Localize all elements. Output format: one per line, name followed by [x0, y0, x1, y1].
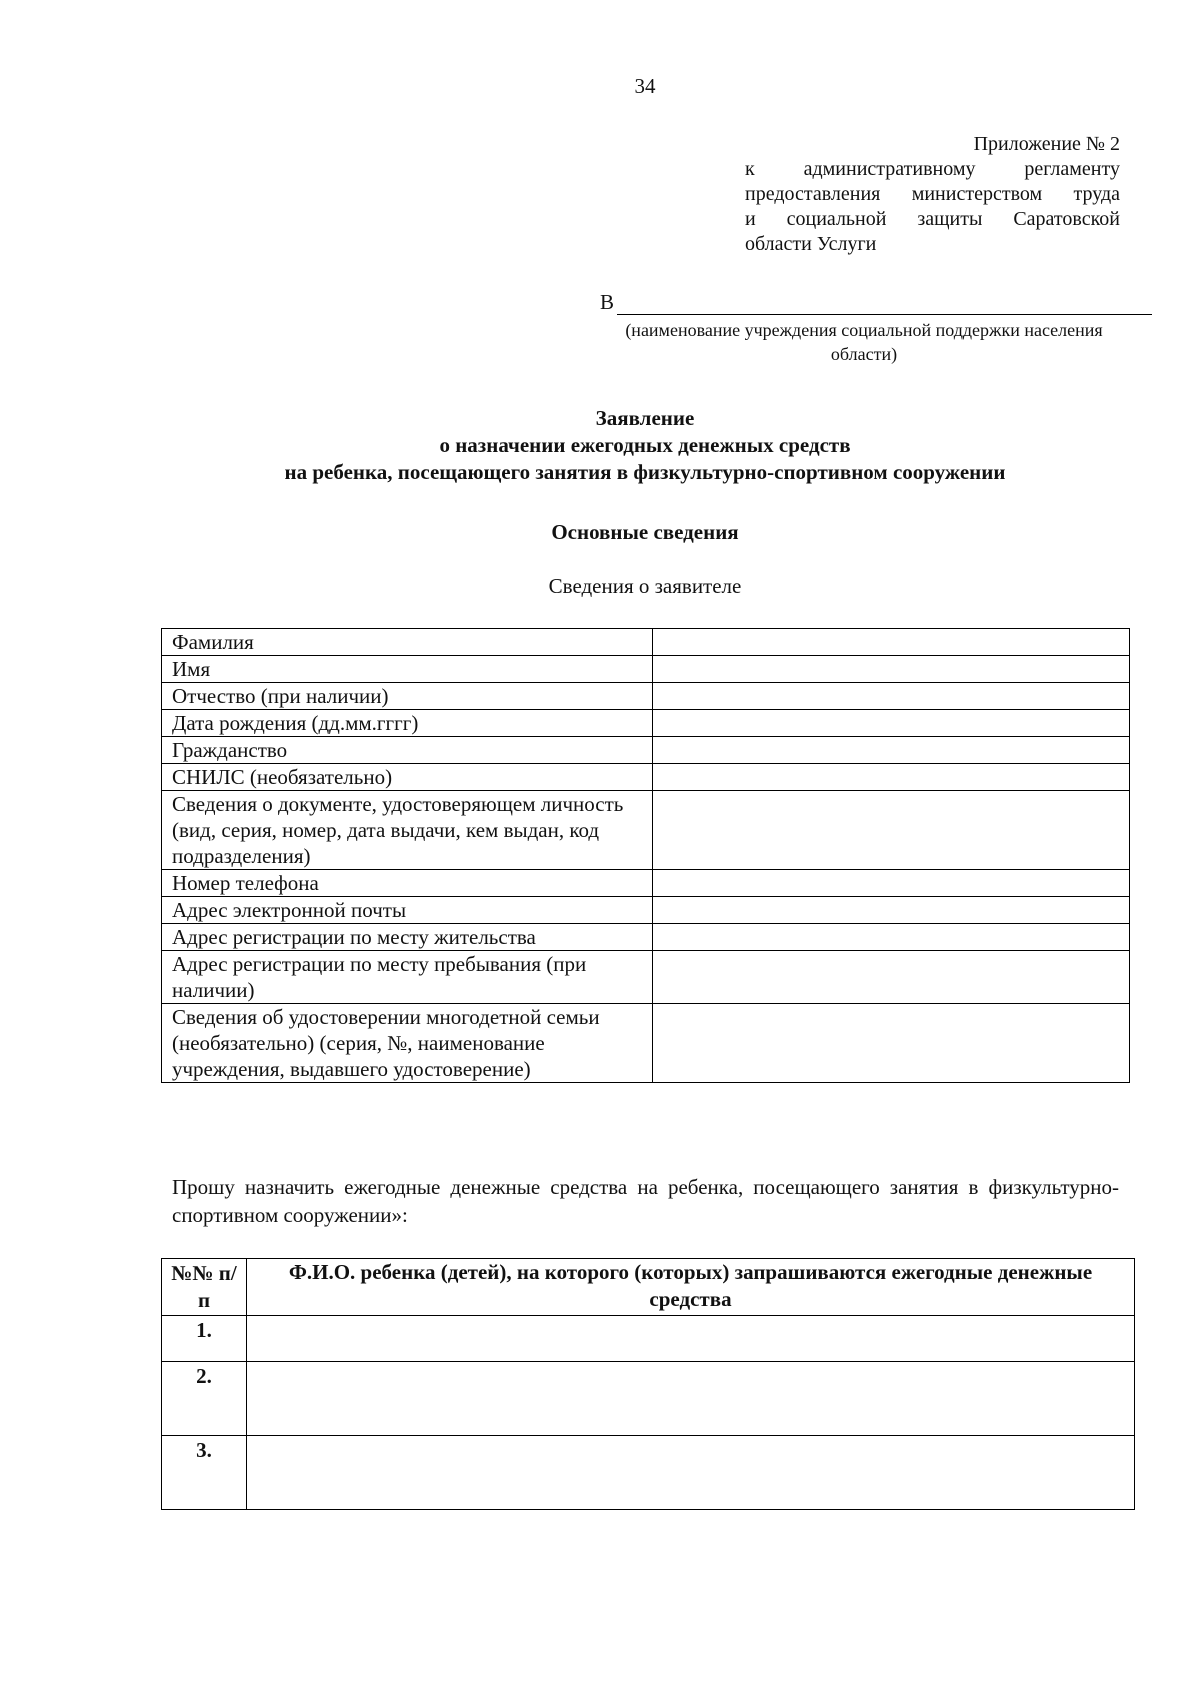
- child-name-cell[interactable]: [247, 1436, 1135, 1510]
- appendix-note: [745, 132, 1120, 257]
- table-row: [162, 737, 1130, 764]
- field-label: Адрес регистрации по месту пребывания (при наличии): [162, 951, 653, 1004]
- page-number: 34: [634, 74, 656, 98]
- title-line: Заявление: [595, 406, 695, 430]
- field-label: Сведения о документе, удостоверяющем личность (вид, серия, номер, дата выдачи, кем выдан, код подразделения): [162, 791, 653, 870]
- request-paragraph: Прошу назначить ежегодные денежные средства на ребенка, посещающего занятия в физкультурно-спортивном сооружении»:: [172, 1175, 1119, 1227]
- field-label: Имя: [162, 656, 653, 683]
- table-row: [162, 897, 1130, 924]
- applicant-table: [161, 628, 1130, 1083]
- table-row: [162, 1362, 1135, 1436]
- field-label: Адрес электронной почты: [162, 897, 653, 924]
- table-row: [162, 1004, 1130, 1083]
- field-label: Номер телефона: [162, 870, 653, 897]
- appendix-line: Приложение № 2: [973, 133, 1120, 155]
- table-header-row: [162, 1259, 1135, 1316]
- field-label: Адрес регистрации по месту жительства: [162, 924, 653, 951]
- table-row: [162, 710, 1130, 737]
- table-row: [162, 629, 1130, 656]
- field-value[interactable]: [653, 710, 1130, 737]
- child-name-cell[interactable]: [247, 1362, 1135, 1436]
- field-value[interactable]: [653, 764, 1130, 791]
- section-title: Основные сведения: [551, 520, 739, 544]
- field-value[interactable]: [653, 1004, 1130, 1083]
- field-value[interactable]: [653, 951, 1130, 1004]
- field-label: Фамилия: [162, 629, 653, 656]
- child-name-cell[interactable]: [247, 1316, 1135, 1362]
- table-row: [162, 870, 1130, 897]
- table-row: [162, 1316, 1135, 1362]
- title-line: о назначении ежегодных денежных средств: [439, 433, 851, 457]
- recipient-underline: [617, 314, 1152, 315]
- field-label: Отчество (при наличии): [162, 683, 653, 710]
- recipient-field[interactable]: [600, 290, 1152, 315]
- field-value[interactable]: [653, 629, 1130, 656]
- appendix-line: области Услуги: [745, 233, 877, 255]
- table-row: [162, 683, 1130, 710]
- field-label: Дата рождения (дд.мм.гггг): [162, 710, 653, 737]
- field-label: Гражданство: [162, 737, 653, 764]
- header-child-name: Ф.И.О. ребенка (детей), на которого (которых) запрашиваются ежегодные денежные средства: [247, 1259, 1135, 1316]
- subsection-title: Сведения о заявителе: [548, 574, 742, 598]
- table-row: [162, 951, 1130, 1004]
- table-row: [162, 791, 1130, 870]
- title-line: на ребенка, посещающего занятия в физкультурно-спортивном сооружении: [284, 460, 1006, 484]
- field-value[interactable]: [653, 683, 1130, 710]
- row-number: 1.: [162, 1316, 247, 1362]
- recipient-prefix: В: [600, 290, 615, 314]
- recipient-hint: (наименование учреждения социальной поддержки населения области): [625, 320, 1103, 364]
- field-value[interactable]: [653, 737, 1130, 764]
- field-label: СНИЛС (необязательно): [162, 764, 653, 791]
- table-row: [162, 764, 1130, 791]
- children-table: [161, 1258, 1135, 1510]
- field-value[interactable]: [653, 897, 1130, 924]
- header-number: №№ п/ п: [162, 1259, 247, 1316]
- appendix-line: и социальной защиты Саратовской: [745, 208, 1120, 230]
- field-value[interactable]: [653, 924, 1130, 951]
- document-title: [0, 405, 1200, 486]
- field-label: Сведения об удостоверении многодетной семьи (необязательно) (серия, №, наименование учреждения, выдавшего удостоверение): [162, 1004, 653, 1083]
- appendix-line: к административному регламенту: [745, 158, 1120, 180]
- appendix-line: предоставления министерством труда: [745, 183, 1120, 205]
- row-number: 2.: [162, 1362, 247, 1436]
- field-value[interactable]: [653, 656, 1130, 683]
- table-row: [162, 1436, 1135, 1510]
- field-value[interactable]: [653, 870, 1130, 897]
- table-row: [162, 656, 1130, 683]
- field-value[interactable]: [653, 791, 1130, 870]
- row-number: 3.: [162, 1436, 247, 1510]
- table-row: [162, 924, 1130, 951]
